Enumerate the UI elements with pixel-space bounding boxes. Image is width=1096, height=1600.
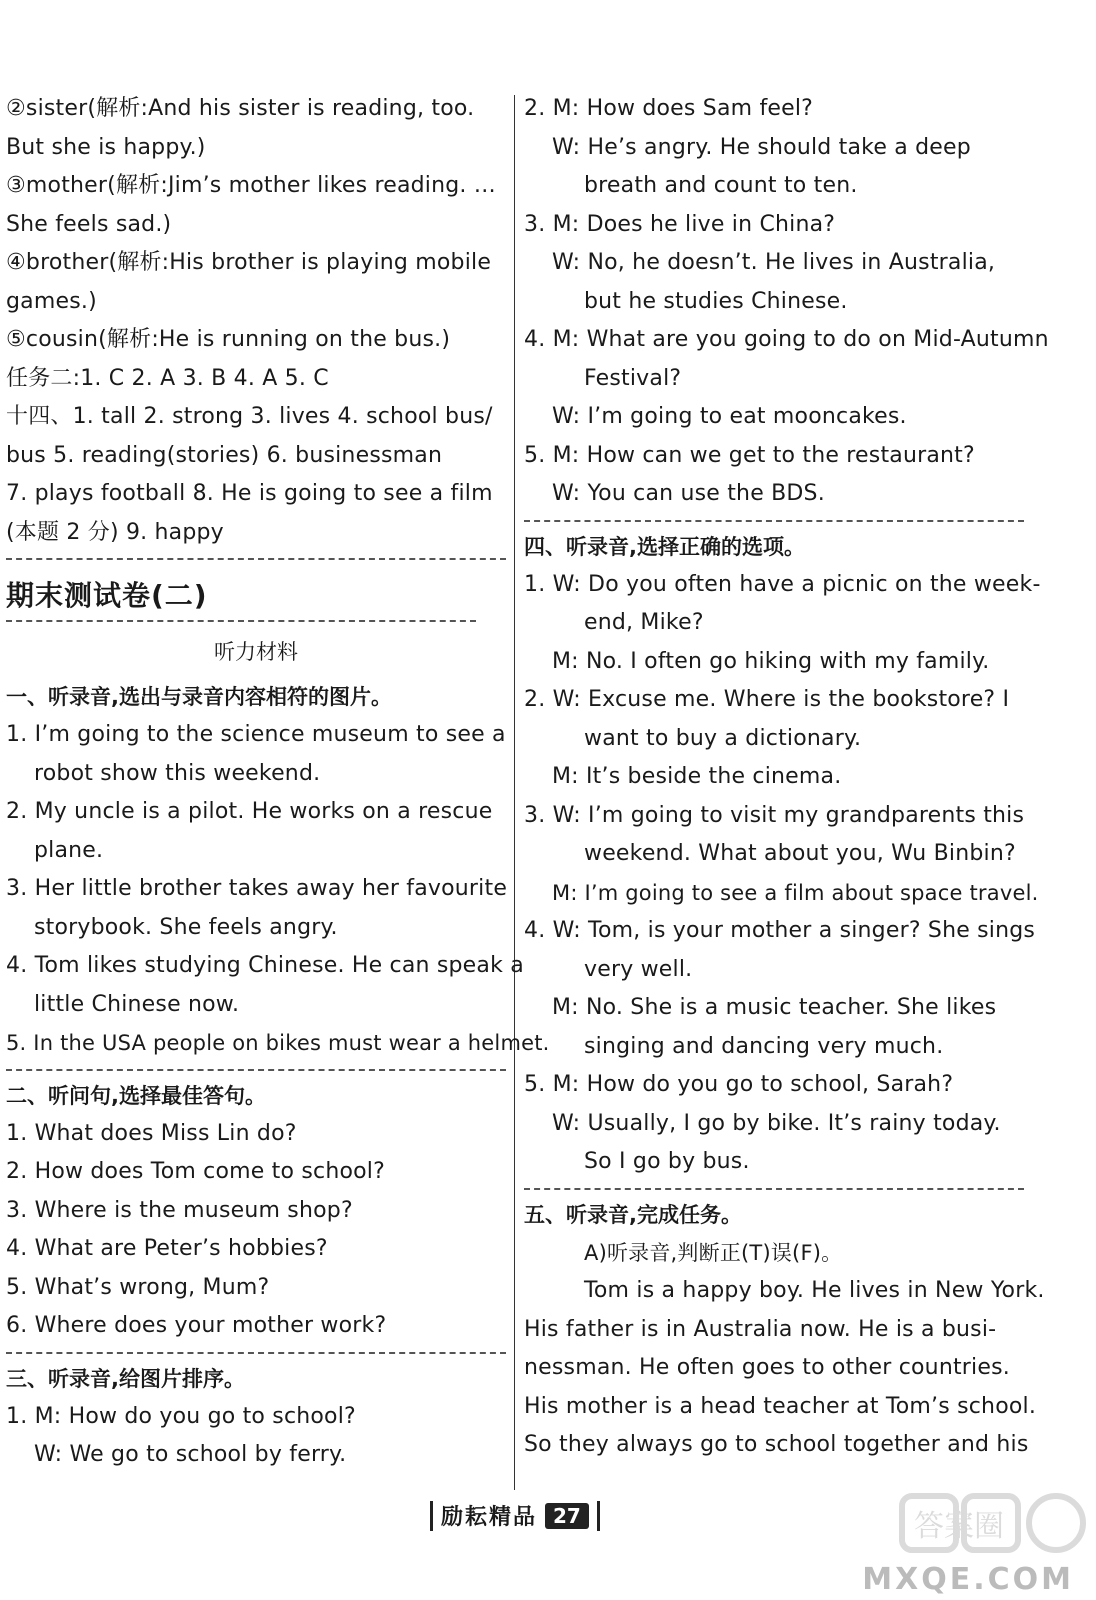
exam-title: 期末测试卷(二) [6, 579, 208, 612]
question-line: 1. What does Miss Lin do? [6, 1120, 297, 1146]
section-divider [524, 520, 1024, 522]
question-line: 2. My uncle is a pilot. He works on a rescue [6, 799, 493, 824]
dialogue-line: W: No, he doesn’t. He lives in Australia, [552, 250, 996, 275]
question-line: 6. Where does your mother work? [6, 1313, 387, 1338]
title-underline [6, 620, 476, 622]
answer-line: (本题 2 分) 9. happy [6, 519, 224, 545]
dialogue-line: W: You can use the BDS. [552, 481, 825, 506]
passage-line: Tom is a happy boy. He lives in New York. [584, 1278, 1045, 1303]
question-line: 4. Tom likes studying Chinese. He can speak a [6, 953, 524, 978]
passage-line: So they always go to school together and his [524, 1432, 1029, 1457]
question-line: storybook. She feels angry. [34, 914, 338, 940]
footer-bar-right [597, 1501, 600, 1531]
answer-line: ④brother(解析:His brother is playing mobile [6, 250, 492, 275]
dialogue-line: So I go by bus. [584, 1149, 750, 1174]
question-line: 4. What are Peter’s hobbies? [6, 1236, 328, 1261]
answer-line: games.) [6, 288, 97, 314]
section-divider [524, 1188, 1024, 1190]
dialogue-line: W: He’s angry. He should take a deep [552, 134, 971, 160]
question-line: plane. [34, 837, 104, 863]
section-heading: 五、听录音,完成任务。 [524, 1202, 742, 1227]
section-heading: 二、听问句,选择最佳答句。 [6, 1083, 266, 1108]
dialogue-line: W: Usually, I go by bike. It’s rainy today. [552, 1110, 1001, 1136]
dialogue-line: breath and count to ten. [584, 173, 858, 198]
answer-line: 十四、1. tall 2. strong 3. lives 4. school bus/ [6, 404, 493, 429]
column-divider [514, 95, 515, 1490]
dialogue-line: 5. M: How do you go to school, Sarah? [524, 1072, 954, 1097]
dialogue-line: M: No. She is a music teacher. She likes [552, 995, 997, 1020]
dialogue-line: W: We go to school by ferry. [34, 1442, 347, 1467]
footer-bar-left [430, 1501, 433, 1531]
dialogue-line: 1. W: Do you often have a picnic on the week- [524, 571, 1041, 597]
passage-line: His father is in Australia now. He is a busi- [524, 1316, 997, 1342]
dialogue-line: 4. W: Tom, is your mother a singer? She sings [524, 918, 1036, 943]
section-heading: 三、听录音,给图片排序。 [6, 1366, 245, 1391]
dialogue-line: M: I’m going to see a film about space travel. [552, 880, 1039, 905]
question-line: 1. I’m going to the science museum to see a [6, 722, 506, 747]
answer-line: 7. plays football 8. He is going to see a film [6, 481, 493, 506]
watermark-logo-text: 答案圈 [914, 1509, 1004, 1544]
dialogue-line: 5. M: How can we get to the restaurant? [524, 442, 975, 468]
dialogue-line: 3. M: Does he live in China? [524, 211, 836, 237]
left-column [6, 90, 550, 1475]
dialogue-line: weekend. What about you, Wu Binbin? [584, 841, 1016, 866]
brand-label: 励耘精品 [441, 1505, 538, 1530]
answer-line: She feels sad.) [6, 211, 172, 237]
dialogue-line: singing and dancing very much. [584, 1033, 944, 1059]
dialogue-line: want to buy a dictionary. [584, 725, 862, 751]
answer-line: ③mother(解析:Jim’s mother likes reading. … [6, 173, 496, 198]
passage-line: His mother is a head teacher at Tom’s school. [524, 1393, 1037, 1419]
dialogue-line: M: No. I often go hiking with my family. [552, 648, 990, 674]
passage-line: nessman. He often goes to other countries. [524, 1355, 1010, 1380]
question-line: 5. What’s wrong, Mum? [6, 1274, 270, 1300]
dialogue-line: end, Mike? [584, 610, 704, 635]
dialogue-line: 2. M: How does Sam feel? [524, 96, 814, 121]
dialogue-line: very well. [584, 956, 693, 982]
dialogue-line: Festival? [584, 365, 682, 391]
dialogue-line: 4. M: What are you going to do on Mid-Autumn [524, 327, 1049, 352]
dialogue-line: 2. W: Excuse me. Where is the bookstore? I [524, 687, 1010, 712]
dialogue-line: 3. W: I’m going to visit my grandparents this [524, 802, 1025, 828]
question-line: 5. In the USA people on bikes must wear a helmet. [6, 1031, 550, 1055]
question-line: little Chinese now. [34, 991, 240, 1017]
exam-title-block [6, 574, 506, 622]
answer-line: ⑤cousin(解析:He is running on the bus.) [6, 327, 451, 352]
section-divider [6, 1352, 506, 1354]
answer-line: ②sister(解析:And his sister is reading, too. [6, 96, 475, 121]
question-line: 3. Where is the museum shop? [6, 1197, 353, 1223]
question-line: 2. How does Tom come to school? [6, 1159, 385, 1184]
dialogue-line: W: I’m going to eat mooncakes. [552, 404, 907, 429]
answer-line: 任务二:1. C 2. A 3. B 4. A 5. C [6, 365, 329, 391]
dialogue-line: M: It’s beside the cinema. [552, 764, 842, 789]
section-heading: 四、听录音,选择正确的选项。 [524, 534, 805, 559]
section-divider [6, 558, 506, 560]
watermark-text: MXQE.COM [862, 1562, 1074, 1597]
page-footer [430, 1500, 600, 1531]
subsection-heading: A)听录音,判断正(T)误(F)。 [584, 1240, 843, 1265]
dialogue-line: but he studies Chinese. [584, 288, 848, 314]
question-line: robot show this weekend. [34, 760, 321, 786]
page-number: 27 [545, 1503, 589, 1529]
section-heading: 一、听录音,选出与录音内容相符的图片。 [6, 685, 392, 709]
right-column [524, 90, 1049, 1465]
answer-line: But she is happy.) [6, 134, 206, 160]
listening-material-title: 听力材料 [214, 640, 298, 664]
dialogue-line: 1. M: How do you go to school? [6, 1403, 356, 1429]
question-line: 3. Her little brother takes away her favourite [6, 876, 508, 901]
answer-line: bus 5. reading(stories) 6. businessman [6, 442, 443, 468]
section-divider [6, 1069, 506, 1071]
